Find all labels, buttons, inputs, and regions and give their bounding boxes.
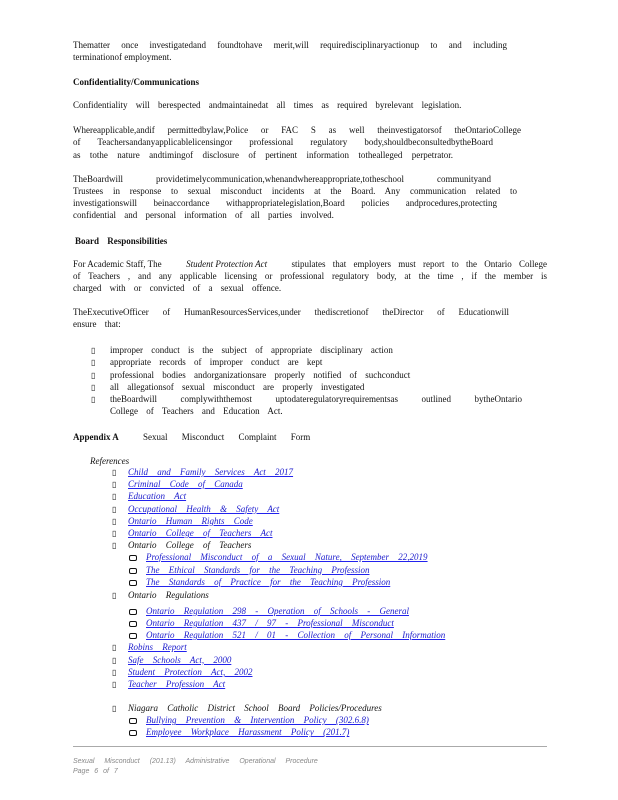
reference-link[interactable]: Ontario Regulation 298 - Operation of Schools - General [146,605,409,616]
reference-link[interactable]: Education Act [128,491,187,502]
paragraph-line: confidential and personal information of all parties involved. [73,210,334,220]
reference-group-label: Niagara Catholic District School Board Policies/Procedures [128,703,382,713]
paragraph-line [73,259,547,270]
circle-bullet-icon [129,580,137,586]
bullet-icon: ▯ [91,371,96,380]
appendix-title: Sexual Misconduct Complaint Form [143,432,311,442]
paragraph-line: investigationswill beinaccordance withappropriatelegislation,Board policies andprocedures,protecting [73,198,497,208]
reference-link[interactable]: Student Protection Act, 2002 [128,666,253,677]
paragraph-line: Trustees in response to sexual misconduct incidents at the Board. Any communication related to [73,186,517,196]
page-number: Page 6 of 7 [73,768,118,775]
reference-group-label: Ontario College of Teachers [128,540,252,551]
list-item: professional bodies andorganizationsare properly notified of suchconduct [110,370,411,380]
bullet-icon: ▯ [112,541,117,551]
bullet-icon: ▯ [112,480,117,490]
circle-bullet-icon [129,568,137,574]
reference-link[interactable]: Robins Report [128,642,187,653]
footer-divider [73,746,547,747]
bullet-icon: ▯ [112,529,117,538]
bullet-icon: ▯ [112,492,117,502]
paragraph-line: of Teachers , and any applicable licensing or professional regulatory body, at the time , if the member is [73,271,547,281]
paragraph-line: terminationof employment. [73,52,172,62]
reference-link[interactable]: Professional Misconduct of a Sexual Nature, September 22,2019 [146,552,428,563]
bullet-icon: ▯ [91,383,96,392]
bullet-icon: ▯ [112,643,117,653]
reference-link[interactable]: Safe Schools Act, 2000 [128,654,232,665]
references-heading: References [90,456,130,466]
bullet-icon: ▯ [112,468,117,477]
paragraph-line: charged with or convicted of a sexual offence. [73,283,282,293]
circle-bullet-icon [129,621,137,627]
paragraph-line: of Teachersandanyapplicablelicensingor professional regulatory body,shouldbeconsultedbytheBoard [73,137,493,147]
bullet-icon: ▯ [112,680,117,689]
circle-bullet-icon [129,633,137,639]
paragraph-line: as tothe nature andtimingof disclosure of pertinent information tothealleged perpetrator. [73,150,453,160]
bullet-icon: ▯ [91,395,96,404]
list-item: theBoardwill complywiththemost uptodateregulatoryrequirementsas outlined bytheOntario [110,394,522,404]
reference-group-label: Ontario Regulations [128,589,209,600]
bullet-icon: ▯ [112,504,117,514]
appendix-label: Appendix A [73,432,119,442]
reference-link[interactable]: Ontario Regulation 437 / 97 - Professional Misconduct [146,618,394,628]
paragraph-line: TheExecutiveOfficer of HumanResourcesServices,under thediscretionof theDirector of Educationwill [73,307,509,317]
list-item: all allegationsof sexual misconduct are properly investigated [110,382,365,392]
bullet-icon: ▯ [112,704,117,713]
reference-link[interactable]: Child and Family Services Act 2017 [128,467,294,477]
paragraph-line: ensure that: [73,319,121,329]
reference-link[interactable]: Criminal Code of Canada [128,479,243,490]
bullet-icon: ▯ [112,516,117,526]
heading-confidentiality: Confidentiality/Communications [73,77,200,87]
reference-link[interactable]: The Ethical Standards for the Teaching Profession [146,564,370,575]
list-item-continuation: College of Teachers and Education Act. [110,406,283,416]
footer-title: Sexual Misconduct (201.13) Administrative Operational Procedure [73,758,318,765]
bullet-icon: ▯ [112,655,117,665]
reference-link[interactable]: Ontario College of Teachers Act [128,528,273,538]
circle-bullet-icon [129,555,137,561]
reference-link[interactable]: Ontario Human Rights Code [128,515,253,526]
list-item: appropriate records of improper conduct are kept [110,357,323,367]
paragraph-line: Confidentiality will berespected andmaintainedat all times as required byrelevant legislation. [73,100,462,110]
act-name: Student Protection Act [186,259,268,269]
paragraph-line: Thematter once investigatedand foundtohave merit,will requiredisciplinaryactionup to and including [73,40,507,50]
bullet-icon: ▯ [112,590,117,600]
paragraph-line: Whereapplicable,andif permittedbylaw,Police or FAC S as well theinvestigatorsof theOntarioCollege [73,125,521,135]
bullet-icon: ▯ [91,346,96,355]
text: For Academic Staff, The [73,259,162,269]
reference-link[interactable]: Employee Workplace Harassment Policy (201.7) [146,727,350,738]
reference-link[interactable]: Occupational Health & Safety Act [128,503,280,514]
reference-link[interactable]: Teacher Profession Act [128,679,226,689]
reference-link[interactable]: Ontario Regulation 521 / 01 - Collection of Personal Information [146,630,446,641]
circle-bullet-icon [129,609,137,615]
circle-bullet-icon [129,730,137,736]
reference-link[interactable]: Bullying Prevention & Intervention Policy (302.6.8) [146,715,369,726]
bullet-icon: ▯ [112,667,117,677]
circle-bullet-icon [129,718,137,724]
reference-link[interactable]: The Standards of Practice for the Teaching Profession [146,576,391,587]
bullet-icon: ▯ [91,358,96,367]
text: stipulates that employers must report to the Ontario College [291,259,547,269]
list-item: improper conduct is the subject of appropriate disciplinary action [110,345,393,355]
paragraph-line: TheBoardwill providetimelycommunication,whenandwhereappropriate,totheschool communityand [73,174,491,184]
heading-board-responsibilities: Board Responsibilities [75,236,168,246]
